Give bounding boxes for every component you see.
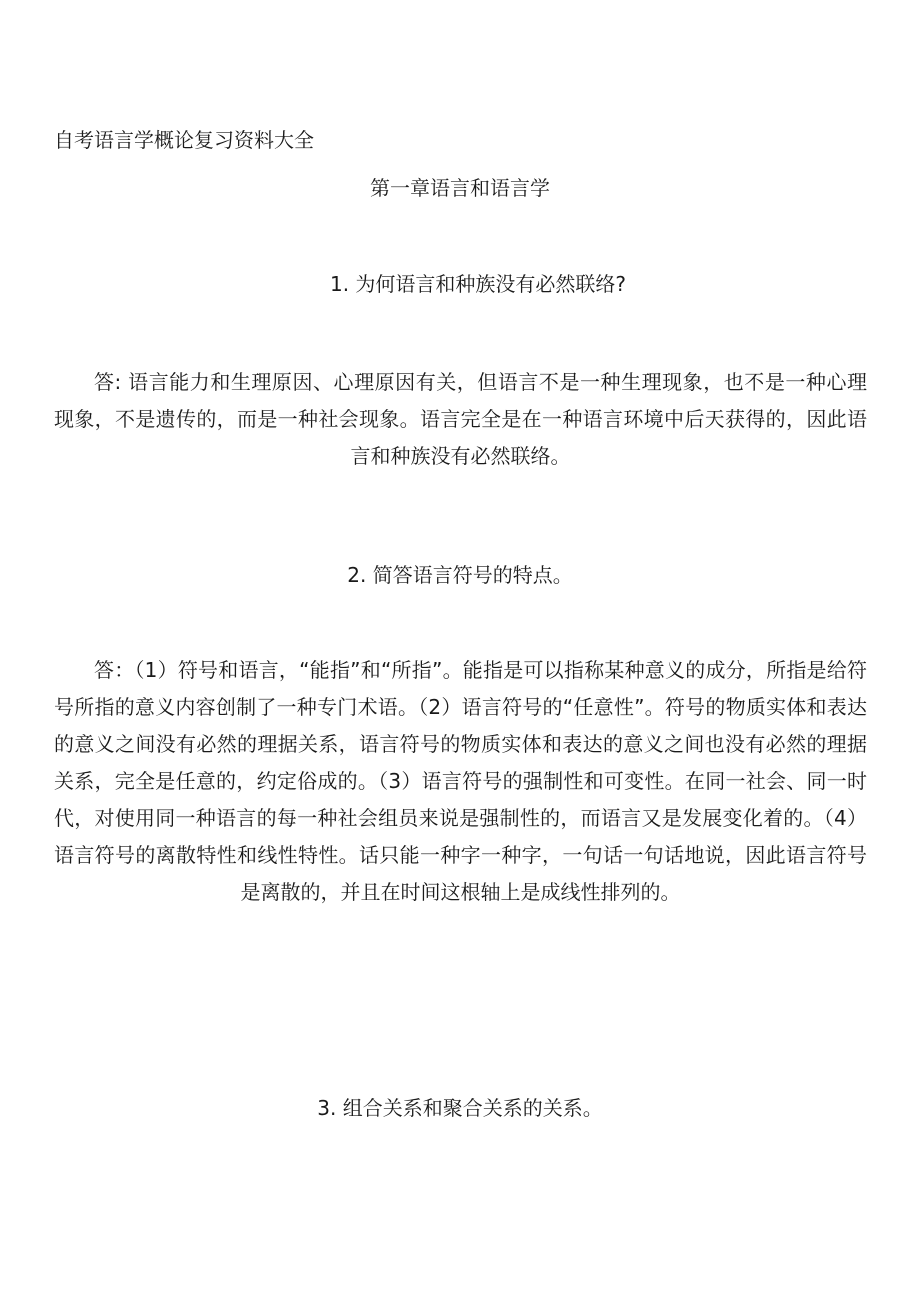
question-2: 2. 简答语言符号的特点。 <box>347 563 573 587</box>
question-3: 3. 组合关系和聚合关系的关系。 <box>317 1096 603 1120</box>
chapter-title: 第一章语言和语言学 <box>370 176 550 200</box>
question-1: 1. 为何语言和种族没有必然联络? <box>329 272 627 296</box>
answer-1: 答: 语言能力和生理原因、心理原因有关，但语言不是一种生理现象，也不是一种心理现象，不是遗传的，而是一种社会现象。语言完全是在一种语言环境中后天获得的，因此语言和种族没有必然联络。 <box>54 370 867 468</box>
answer-2: 答：（1）符号和语言，“能指”和“所指”。能指是可以指称某种意义的成分，所指是给符号所指的意义内容创制了一种专门术语。（2）语言符号的“任意性”。符号的物质实体和表达的意义之间没有必然的理据关系，语言符号的物质实体和表达的意义之间也没有必然的理据关系，完全是任意的，约定俗成的。（3）语言符号的强制性和可变性。在同一社会、同一时代，对使用同一种语言的每一种社会组员来说是强制性的，而语言又是发展变化着的。（4）语言符号的离散特性和线性特性。话只能一种字一种字，一句话一句话地说，因此语言符号是离散的，并且在时间这根轴上是成线性排列的。 <box>54 658 867 904</box>
document-title: 自考语言学概论复习资料大全 <box>54 128 314 152</box>
